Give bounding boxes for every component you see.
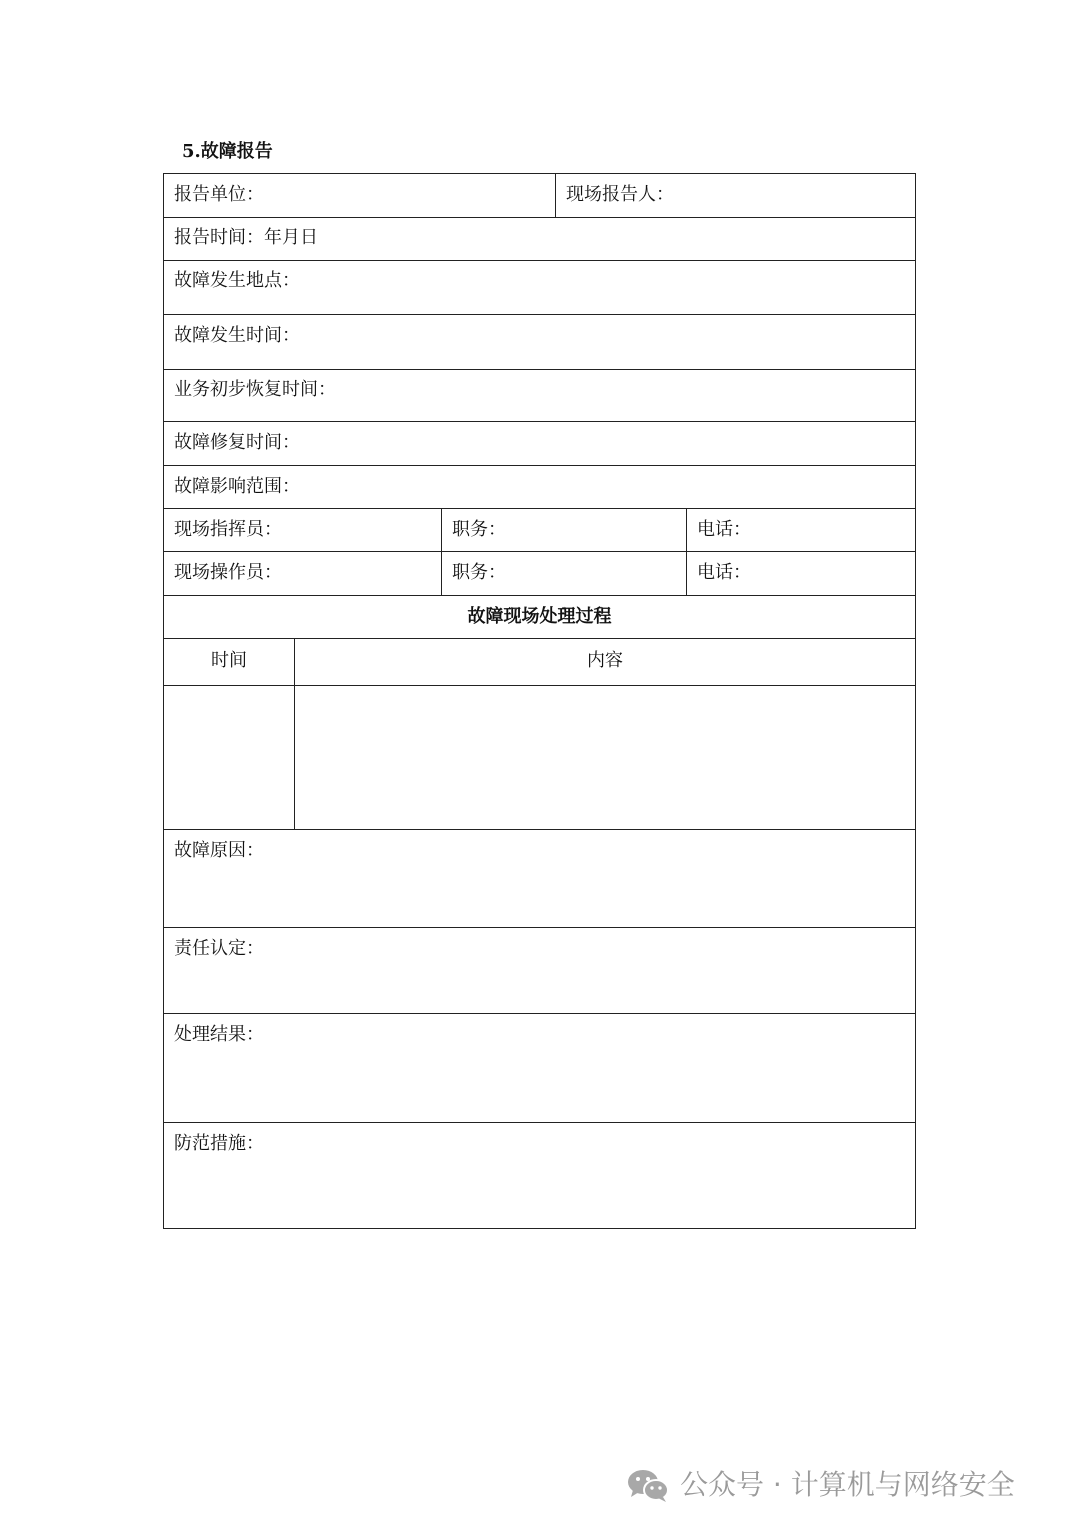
responsibility-label: 责任认定：	[174, 938, 264, 959]
row-divider	[164, 369, 915, 370]
row-divider	[164, 638, 915, 639]
operator-label: 现场操作员：	[174, 562, 282, 583]
reporter-label: 现场报告人：	[566, 184, 674, 205]
cause-label: 故障原因：	[174, 840, 264, 861]
commander-position-label: 职务：	[452, 519, 506, 540]
commander-phone-label: 电话：	[697, 519, 751, 540]
fault-time-label: 故障发生时间：	[174, 325, 300, 346]
repair-time-label: 故障修复时间：	[174, 432, 300, 453]
impact-scope-label: 故障影响范围：	[174, 476, 300, 497]
row-divider	[164, 551, 915, 552]
report-time-label: 报告时间：年月日	[174, 227, 318, 248]
prevention-label: 防范措施：	[174, 1133, 264, 1154]
row-divider	[164, 508, 915, 509]
report-unit-label: 报告单位：	[174, 184, 264, 205]
row-divider	[164, 217, 915, 218]
wechat-icon	[626, 1467, 670, 1503]
content-column-header: 内容	[587, 650, 623, 671]
commander-label: 现场指挥员：	[174, 519, 282, 540]
process-title: 故障现场处理过程	[467, 606, 612, 627]
section-title: 5.故障报告	[182, 141, 273, 162]
row-divider	[164, 829, 915, 830]
initial-recovery-time-label: 业务初步恢复时间：	[174, 379, 336, 400]
row-divider	[164, 685, 915, 686]
row-divider	[164, 1122, 915, 1123]
row-divider	[164, 260, 915, 261]
column-divider	[555, 174, 556, 217]
column-divider	[686, 508, 687, 595]
row-divider	[164, 421, 915, 422]
column-divider	[441, 508, 442, 595]
fault-report-table	[163, 173, 916, 1229]
watermark	[626, 1465, 1015, 1505]
result-label: 处理结果：	[174, 1024, 264, 1045]
fault-location-label: 故障发生地点：	[174, 270, 300, 291]
operator-position-label: 职务：	[452, 562, 506, 583]
watermark-text: 公众号 · 计算机与网络安全	[680, 1468, 1015, 1501]
row-divider	[164, 465, 915, 466]
row-divider	[164, 595, 915, 596]
row-divider	[164, 314, 915, 315]
operator-phone-label: 电话：	[697, 562, 751, 583]
time-column-header: 时间	[211, 650, 247, 671]
row-divider	[164, 927, 915, 928]
row-divider	[164, 1013, 915, 1014]
